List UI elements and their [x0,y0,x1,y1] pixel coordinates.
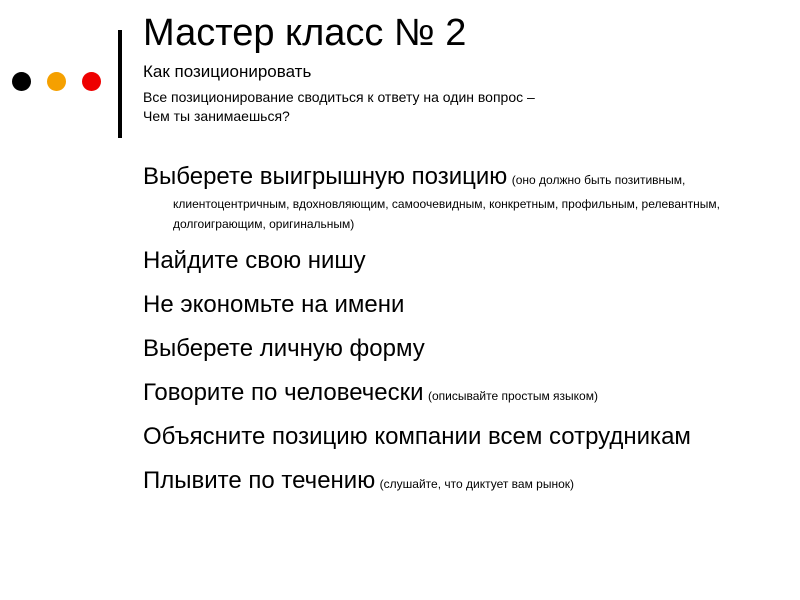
bullet-text: Выберете выигрышную позицию [143,163,508,190]
black-dot-icon [12,72,31,91]
bullet-note: (слушайте, что диктует вам рынок) [379,477,575,491]
list-item [143,244,763,278]
decorative-dots [12,72,101,91]
vertical-accent-bar [118,30,122,138]
list-item [143,376,763,410]
bullet-text: Плывите по течению [143,467,376,494]
slide-lead [143,88,703,126]
list-item [143,464,763,498]
bullet-text: Объясните позицию компании всем сотрудникам [143,423,691,450]
slide-title: Мастер класс № 2 [143,12,467,54]
bullet-text: Говорите по человечески [143,379,424,406]
lead-line-2: Чем ты занимаешься? [143,108,290,124]
slide-subtitle: Как позиционировать [143,62,312,81]
list-item [143,160,763,234]
list-item [143,332,763,366]
bullet-note: (описывайте простым языком) [428,389,598,403]
lead-line-1: Все позиционирование сводиться к ответу на один вопрос – [143,89,535,105]
orange-dot-icon [47,72,66,91]
red-dot-icon [82,72,101,91]
bullet-list [143,160,763,508]
list-item [143,288,763,322]
list-item [143,420,763,454]
bullet-note: (оно должно быть позитивным, клиентоцентричным, вдохновляющим, самоочевидным, конкретным, профильным, релевантным, долгоиграющим, оригинальным) [173,173,721,231]
bullet-text: Не экономьте на имени [143,291,405,318]
bullet-text: Выберете личную форму [143,335,425,362]
bullet-text: Найдите свою нишу [143,247,366,274]
